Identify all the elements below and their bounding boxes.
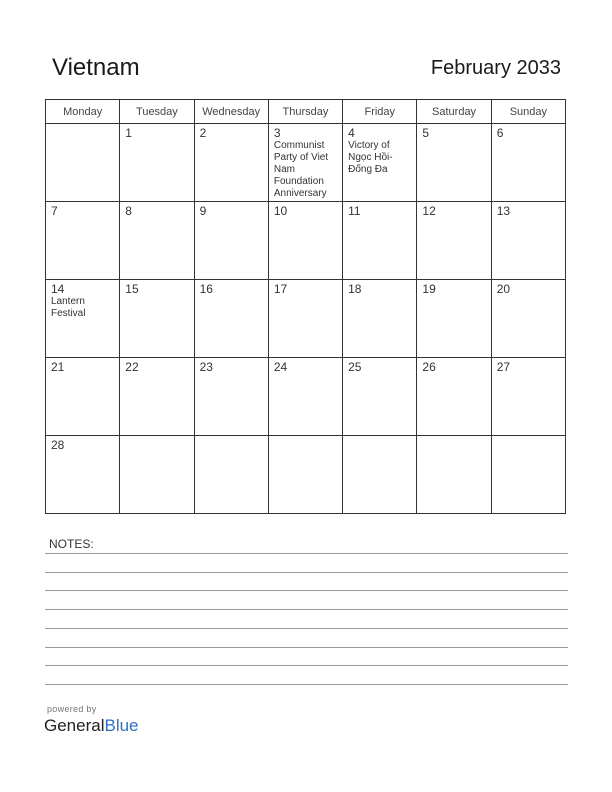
day-cell — [46, 280, 120, 358]
day-number: 22 — [125, 360, 139, 374]
weekday-sunday: Sunday — [491, 100, 565, 124]
day-number: 5 — [422, 126, 430, 140]
day-cell — [120, 202, 194, 280]
weekday-wednesday: Wednesday — [194, 100, 268, 124]
month-title: February 2033 — [430, 57, 561, 79]
day-number: 17 — [273, 282, 288, 296]
weekday-thursday: Thursday — [268, 100, 342, 124]
day-cell — [491, 280, 565, 358]
weekday-tuesday: Tuesday — [120, 100, 194, 124]
day-number — [492, 436, 565, 438]
day-number: 3 — [273, 126, 281, 140]
day-number: 9 — [199, 204, 207, 218]
brand-blue: Blue — [104, 716, 139, 735]
day-cell — [194, 202, 268, 280]
day-number: 10 — [273, 204, 288, 218]
week-row — [46, 436, 566, 514]
week-row — [46, 124, 566, 202]
day-number — [343, 436, 416, 438]
day-cell — [46, 358, 120, 436]
note-line — [45, 647, 568, 648]
day-number: 1 — [125, 126, 132, 140]
day-cell — [491, 202, 565, 280]
day-number — [195, 436, 268, 438]
holiday-label: Communist Party of Viet Nam Foundation Anniversary — [273, 140, 329, 199]
day-cell — [194, 436, 268, 514]
day-cell — [268, 358, 342, 436]
week-row — [46, 280, 566, 358]
day-cell — [417, 280, 491, 358]
day-cell — [194, 280, 268, 358]
day-number: 15 — [125, 282, 139, 296]
notes-label: NOTES: — [49, 537, 94, 551]
day-cell — [417, 358, 491, 436]
day-cell — [120, 436, 194, 514]
day-cell — [194, 358, 268, 436]
holiday-label: Lantern Festival — [51, 296, 86, 319]
day-cell — [343, 202, 417, 280]
day-number: 8 — [125, 204, 132, 218]
weekday-monday: Monday — [46, 100, 120, 124]
day-number: 6 — [496, 126, 504, 140]
day-cell — [120, 280, 194, 358]
day-cell — [343, 280, 417, 358]
day-cell — [417, 124, 491, 202]
week-row — [46, 202, 566, 280]
note-line — [45, 590, 568, 591]
generalblue-logo — [44, 716, 139, 736]
note-line — [45, 609, 568, 610]
calendar-grid — [45, 99, 566, 514]
day-cell — [46, 124, 120, 202]
day-cell — [268, 280, 342, 358]
day-cell — [46, 436, 120, 514]
day-number: 21 — [51, 360, 65, 374]
weekday-friday: Friday — [343, 100, 417, 124]
day-cell — [343, 124, 417, 202]
day-cell — [417, 436, 491, 514]
week-row — [46, 358, 566, 436]
day-cell — [491, 124, 565, 202]
day-number: 7 — [51, 204, 58, 218]
day-cell — [491, 358, 565, 436]
day-number: 27 — [496, 360, 511, 374]
day-cell — [343, 358, 417, 436]
day-cell — [46, 202, 120, 280]
note-line — [45, 665, 568, 666]
day-number: 23 — [199, 360, 213, 374]
day-cell — [343, 436, 417, 514]
day-number: 14 — [51, 282, 65, 296]
day-number: 2 — [199, 126, 207, 140]
holiday-label: Victory of Ngọc Hồi- Đống Đa — [348, 140, 393, 175]
day-cell — [491, 436, 565, 514]
day-number — [120, 436, 193, 438]
day-cell — [194, 124, 268, 202]
day-number: 18 — [348, 282, 362, 296]
day-number: 28 — [51, 438, 65, 452]
day-number: 19 — [422, 282, 436, 296]
day-number: 12 — [422, 204, 436, 218]
note-line — [45, 572, 568, 573]
day-number: 25 — [348, 360, 362, 374]
day-number — [269, 436, 342, 438]
day-cell — [268, 124, 342, 202]
note-line — [45, 628, 568, 629]
day-number: 24 — [273, 360, 288, 374]
day-cell — [417, 202, 491, 280]
weekday-saturday: Saturday — [417, 100, 491, 124]
day-number: 4 — [348, 126, 355, 140]
powered-by-label: powered by — [47, 704, 97, 714]
day-number: 11 — [348, 204, 361, 218]
country-title: Vietnam — [52, 54, 140, 81]
day-cell — [120, 124, 194, 202]
day-number — [46, 124, 119, 126]
brand-general: General — [44, 716, 105, 735]
day-number: 13 — [496, 204, 511, 218]
weekday-header-row — [46, 100, 566, 124]
note-line — [45, 553, 568, 554]
note-line — [45, 684, 568, 685]
day-number: 20 — [496, 282, 511, 296]
day-number: 26 — [422, 360, 436, 374]
day-number: 16 — [199, 282, 213, 296]
day-cell — [120, 358, 194, 436]
day-cell — [268, 436, 342, 514]
day-cell — [268, 202, 342, 280]
day-number — [417, 436, 490, 438]
